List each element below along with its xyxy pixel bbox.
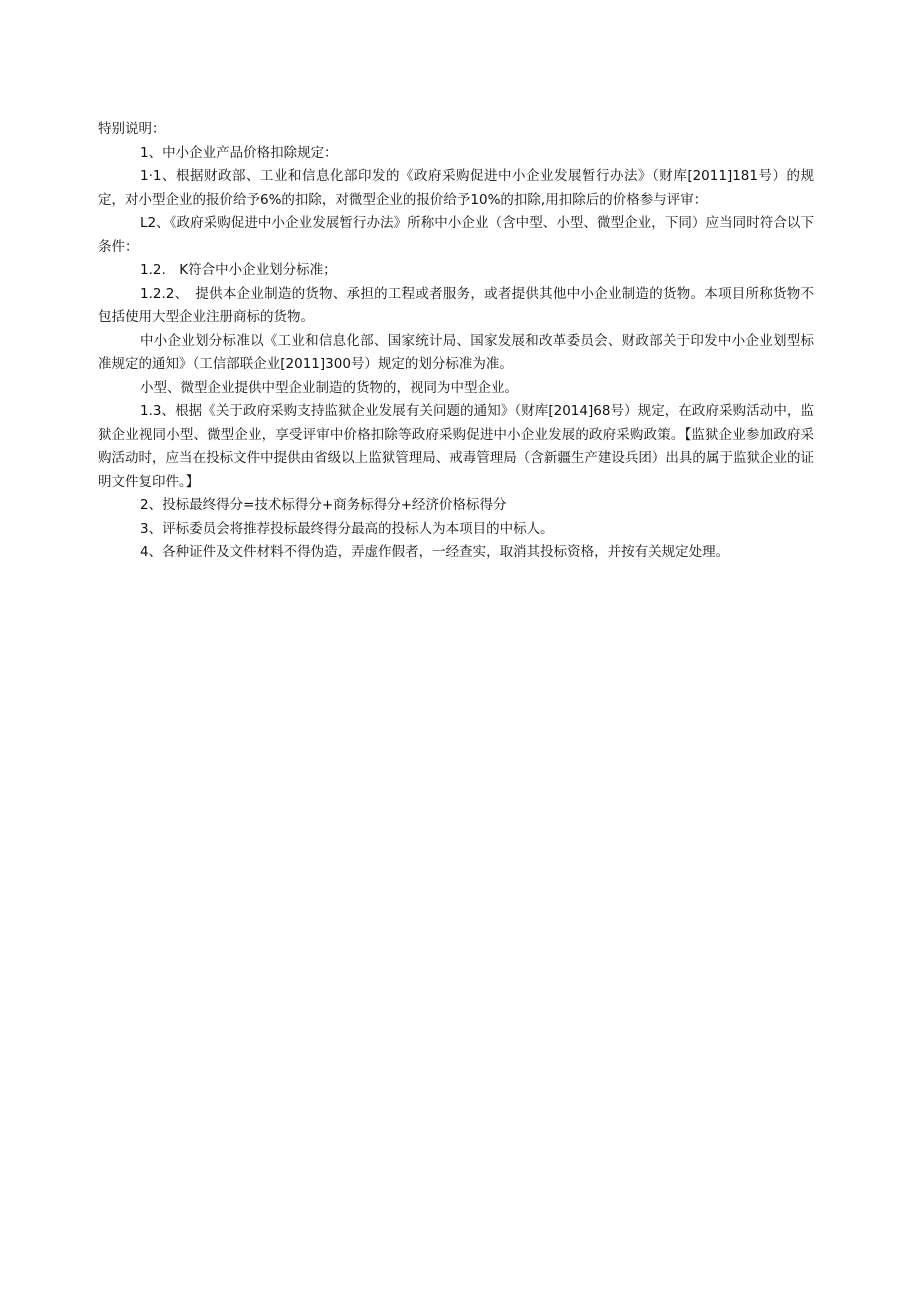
paragraph-small-micro-enterprises: 小型、微型企业提供中型企业制造的货物的，视同为中型企业。 xyxy=(140,379,518,396)
paragraph-2: 2、投标最终得分=技术标得分+商务标得分+经济价格标得分 xyxy=(140,497,507,513)
section-heading: 特别说明： xyxy=(98,121,166,137)
paragraph-3: 3、评标委员会将推荐投标最终得分最高的投标人为本项目的中标人。 xyxy=(140,520,554,537)
paragraph-1-2-2: 1.2.2、 提供本企业制造的货物、承担的工程或者服务，或者提供其他中小企业制造的货物。本项目所称货物不包括使用大型企业注册商标的货物。 xyxy=(98,285,814,325)
paragraph-1-3: 1.3、根据《关于政府采购支持监狱企业发展有关问题的通知》（财库[2014]68号）规定，在政府采购活动中，监狱企业视同小型、微型企业，享受评审中价格扣除等政府采购促进中小企业发展的政府采购政策。【监狱企业参加政府采购活动时，应当在投标文件中提供由省级以上监狱管理局、戒毒管理局（含新疆生产建设兵团）出具的属于监狱企业的证明文件复印件。】 xyxy=(98,403,814,490)
paragraph-classification-standard: 中小企业划分标准以《工业和信息化部、国家统计局、国家发展和改革委员会、财政部关于印发中小企业划型标准规定的通知》（工信部联企业[2011]300号）规定的划分标准为准。 xyxy=(98,332,814,372)
paragraph-1-2: L2、《政府采购促进中小企业发展暂行办法》所称中小企业（含中型、小型、微型企业，下同）应当同时符合以下条件： xyxy=(98,215,814,255)
paragraph-1: 1、中小企业产品价格扣除规定： xyxy=(140,144,338,161)
paragraph-4: 4、各种证件及文件材料不得伪造，弄虚作假者，一经查实，取消其投标资格，并按有关规定处理。 xyxy=(140,544,730,560)
document-body xyxy=(98,118,814,565)
paragraph-1-2-1: 1.2. K符合中小企业划分标准； xyxy=(140,262,337,278)
paragraph-1-1: 1·1、根据财政部、工业和信息化部印发的《政府采购促进中小企业发展暂行办法》（财库[2011]181号）的规定，对小型企业的报价给予6%的扣除，对微型企业的报价给予10%的扣除,用扣除后的价格参与评审： xyxy=(98,168,814,208)
